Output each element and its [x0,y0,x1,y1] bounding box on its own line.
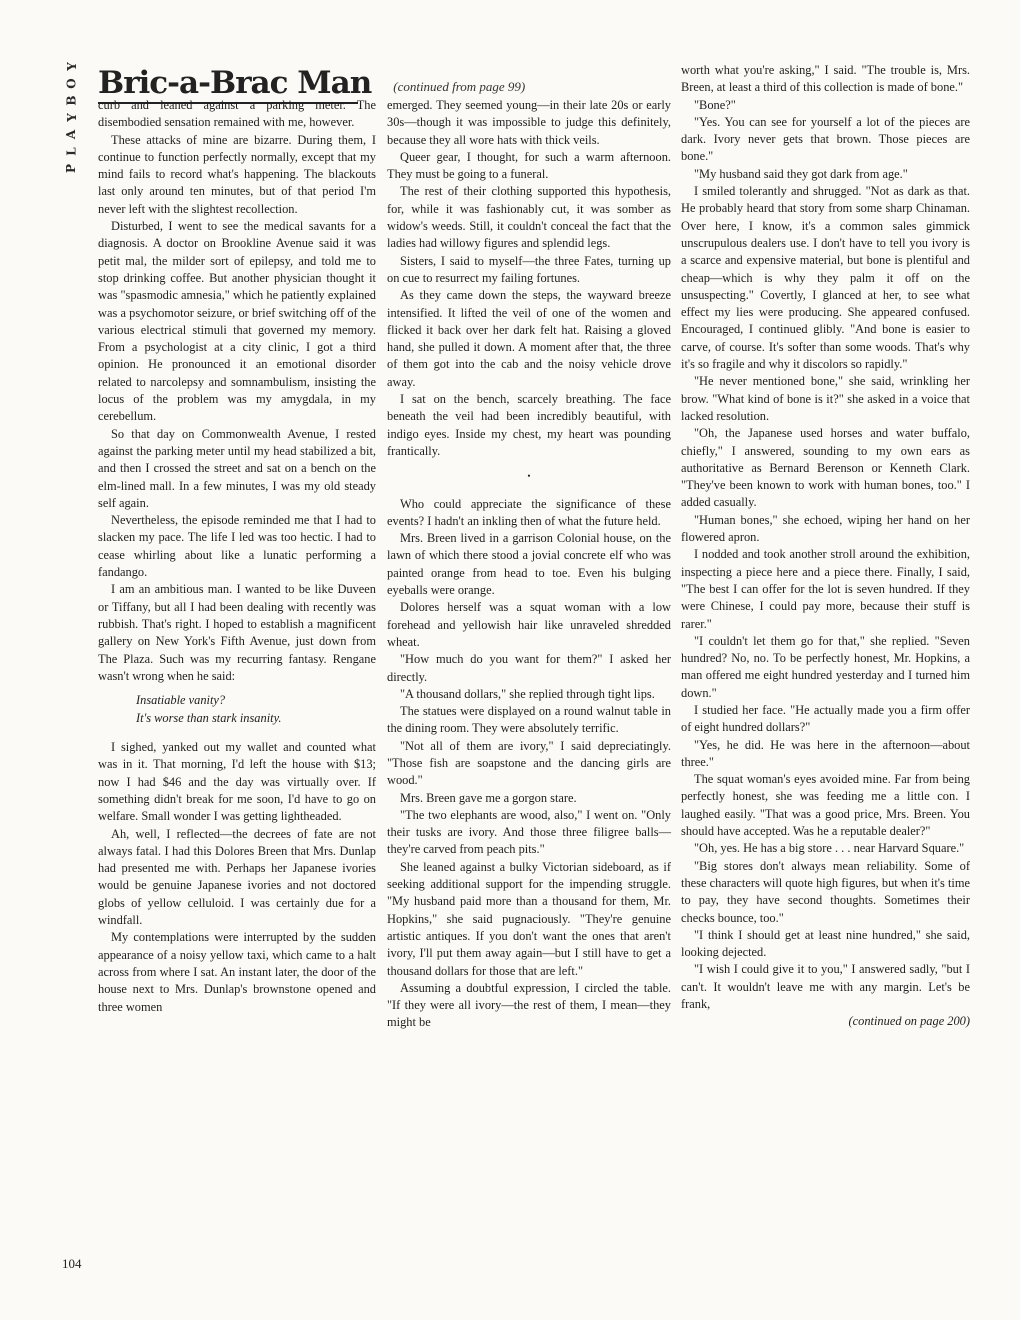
paragraph: "Big stores don't always mean reliability. Some of these characters will quote high figures, but when it's time to pay, they have second thoughts. Sometimes their checks bounce, too." [681,858,970,925]
page-number: 104 [62,1256,82,1271]
paragraph: I smiled tolerantly and shrugged. "Not as dark as that. He probably heard that story from some sharp Chinaman. Over here, I know, it's a common sales gimmick unscrupulous dealers use. I don't have to tell you ivory is a scarce and expensive material, but bone is plentiful and cheap—which is why they palm it off on the unsuspecting." Covertly, I glanced at her, to see what effect my lies were producing. She appeared confused. Encouraged, I continued glibly. "And bone is easier to carve, of course. It's softer than some woods. That's why it's so fragile and why it discolors so rapidly." [681,184,970,372]
sidebar-letter: Y [64,62,79,71]
paragraph: "Oh, yes. He has a big store . . . near Harvard Square." [694,841,965,856]
sidebar-letter: O [64,78,79,89]
continued-from-note: (continued from page 99) [393,79,526,94]
paragraph: I sighed, yanked out my wallet and counted what was in it. That morning, I'd left the house with $13; now I had $46 and the day was virtually over. If something didn't break for me soon, I'd have to go on welfare. Small wonder I was getting lightheaded. [98,740,376,824]
paragraph: I studied her face. "He actually made you a firm offer of eight hundred dollars?" [681,702,970,735]
paragraph: emerged. They seemed young—in their late 20s or early 30s—though it was impossible to judge this definitely, because they all wore hats with thick veils. [387,98,671,147]
article-title: Bric-a-Brac Man [98,65,372,101]
sidebar-letter: Y [64,113,79,122]
paragraph: Assuming a doubtful expression, I circled the table. "If they were all ivory—the rest of them, I mean—they might be [387,980,671,1030]
paragraph: I sat on the bench, scarcely breathing. The face beneath the veil had been incredibly beautiful, with indigo eyes. Inside my chest, my heart was pounding frantically. [387,392,671,458]
paragraph: "He never mentioned bone," she said, wrinkling her brow. "What kind of bone is it?" she asked in a voice that lacked resolution. [681,374,970,423]
paragraph: The statues were displayed on a round walnut table in the dining room. They were absolutely terrific. [387,704,671,736]
paragraph: "I think I should get at least nine hundred," she said, looking dejected. [681,927,970,960]
verse-line: Insatiable vanity? [136,693,226,708]
paragraph: "The two elephants are wood, also," I went on. "Only their tusks are ivory. And those three filigree balls—they're carved from peach pits." [387,807,671,857]
continued-on-note: (continued on page 200) [848,1014,970,1029]
paragraph: I am an ambitious man. I wanted to be like Duveen or Tiffany, but all I had been dealing with recently was rubbish. That's right. I hoped to establish a magnificent gallery on New York's Fifth Avenue, just down from The Plaza. Such was my recurring fantasy. Rengane wasn't wrong when he said: [98,582,376,683]
paragraph: Queer gear, I thought, for such a warm afternoon. They must be going to a funeral. [387,149,671,182]
paragraph: Sisters, I said to myself—the three Fates, turning up on cue to resurrect my failing fortunes. [387,253,671,285]
paragraph: "Oh, the Japanese used horses and water buffalo, chiefly," I answered, sounding to my own ears as authoritative as Bernard Berenson or Kenneth Clark. "They've been known to work with human bones, too." I added casually. [681,426,970,510]
paragraph: Nevertheless, the episode reminded me that I had to slacken my pace. The life I led was too hectic. I had to cease whirling about like a lunatic performing a fandango. [98,513,376,580]
paragraph: "Human bones," she echoed, wiping her hand on her flowered apron. [681,512,970,545]
magazine-name-vertical [62,58,82,177]
paragraph: "How much do you want for them?" I asked her directly. [387,652,671,684]
paragraph: "My husband said they got dark from age." [694,166,908,181]
paragraph: "Bone?" [694,97,736,112]
sidebar-letter: A [64,129,79,140]
paragraph: My contemplations were interrupted by the sudden appearance of a noisy yellow taxi, which came to a halt across from where I sat. An instant later, the door of the house next to Mrs. Dunlap's brownstone opened and three women [98,930,376,1014]
paragraph: "Not all of them are ivory," I said depreciatingly. "Those fish are soapstone and the dancing girls are wood." [387,738,671,788]
column-3 [681,62,970,1031]
paragraph: These attacks of mine are bizarre. During them, I continue to function perfectly normally, except that my mind fails to record what's happening. The blackouts last only around ten minutes, but of that period I'm never left with the slightest recollection. [98,132,376,216]
column-2 [387,97,671,1032]
paragraph: Mrs. Breen lived in a garrison Colonial house, on the lawn of which there stood a jovial concrete elf who was painted orange from head to toe. Even his bulging eyeballs were orange. [387,531,671,598]
paragraph: "A thousand dollars," she replied through tight lips. [400,686,655,701]
paragraph: "I couldn't let them go for that," she replied. "Seven hundred? No, no. To be perfectly honest, Mr. Hopkins, a man offered me eight hundred yesterday and I turned him down." [681,633,970,700]
paragraph: As they came down the steps, the wayward breeze intensified. It lifted the veil of one of the women and flicked it back over her dark felt hat. Raising a gloved hand, she pulled it down. A moment after that, the three of them got into the cab and the noisy vehicle drove away. [387,288,671,389]
verse [136,691,376,727]
paragraph: "Yes, he did. He was here in the afternoon—about three." [681,737,970,769]
paragraph: Disturbed, I went to see the medical savants for a diagnosis. A doctor on Brookline Avenue said it was petit mal, the milder sort of epilepsy, and told me to stop drinking coffee. But another physician thought it was "spasmodic amnesia," which he patiently explained was a psychomotor seizure, or brief switching off of the various electrical stimuli that governed my memory. From a psychologist at a city clinic, I got a third opinion. He pronounced it an emotional disorder related to narcolepsy and somnambulism, insisting the locus of the problem was my amygdala, in my cerebellum. [98,219,376,424]
paragraph: Mrs. Breen gave me a gorgon stare. [400,790,577,805]
paragraph: curb and leaned against a parking meter. The disembodied sensation remained with me, however. [98,98,376,130]
paragraph: "I wish I could give it to you," I answered sadly, "but I can't. It wouldn't leave me with any margin. Let's be frank, [681,962,970,1012]
paragraph: I nodded and took another stroll around the exhibition, inspecting a piece here and a piece there. Finally, I said, "The best I can offer for the lot is seven hundred. If they were Chinese, I could pay more, because their stuff is rarer." [681,547,970,631]
paragraph: Who could appreciate the significance of these events? I hadn't an inkling then of what the future held. [387,496,671,528]
paragraph: Dolores herself was a squat woman with a low forehead and yellowish hair like unraveled shredded wheat. [387,600,671,649]
sidebar-letter: L [64,147,79,156]
paragraph: The squat woman's eyes avoided mine. Far from being perfectly honest, she was feeding me a little con. I laughed easily. "That was a good price, Mrs. Breen. You should have accepted. Was he a reputable dealer?" [681,772,970,839]
sidebar-letter: B [64,95,79,106]
sidebar-letter: P [64,163,79,174]
paragraph: The rest of their clothing supported this hypothesis, for, while it was fashionably cut, it was somber as widow's weeds. Still, it couldn't conceal the fact that the ladies had willowy figures and splendid legs. [387,184,671,251]
column-1 [98,97,376,1016]
paragraph: So that day on Commonwealth Avenue, I rested against the parking meter until my head stabilized a bit, and then I crossed the street and sat on a bench on the elm-lined mall. In a few minutes, I was my old steady self again. [98,426,376,510]
article-header [98,58,525,100]
paragraph: "Yes. You can see for yourself a lot of the pieces are dark. Ivory never gets that brown. Those pieces are bone." [681,114,970,164]
verse-line: It's worse than stark insanity. [136,711,282,726]
section-break: • [527,471,531,482]
paragraph: worth what you're asking," I said. "The trouble is, Mrs. Breen, at least a third of this collection is made of bone." [681,63,970,95]
paragraph: Ah, well, I reflected—the decrees of fate are not always fatal. I had this Dolores Breen that Mrs. Dunlap had presented me with. Perhaps her Japanese ivories would be genuine Japanese ivories and not doctored globs of yellow celluloid. I was certainly due for a windfall. [98,826,376,928]
paragraph: She leaned against a bulky Victorian sideboard, as if seeking additional support for the impending struggle. "My husband paid more than a thousand for them, Mr. Hopkins," she said pugnaciously. "They're genuine artistic antiques. If you don't want the ones that aren't ivory, I'll put them away again—but I still have to get a thousand dollars for those that are left." [387,859,671,978]
